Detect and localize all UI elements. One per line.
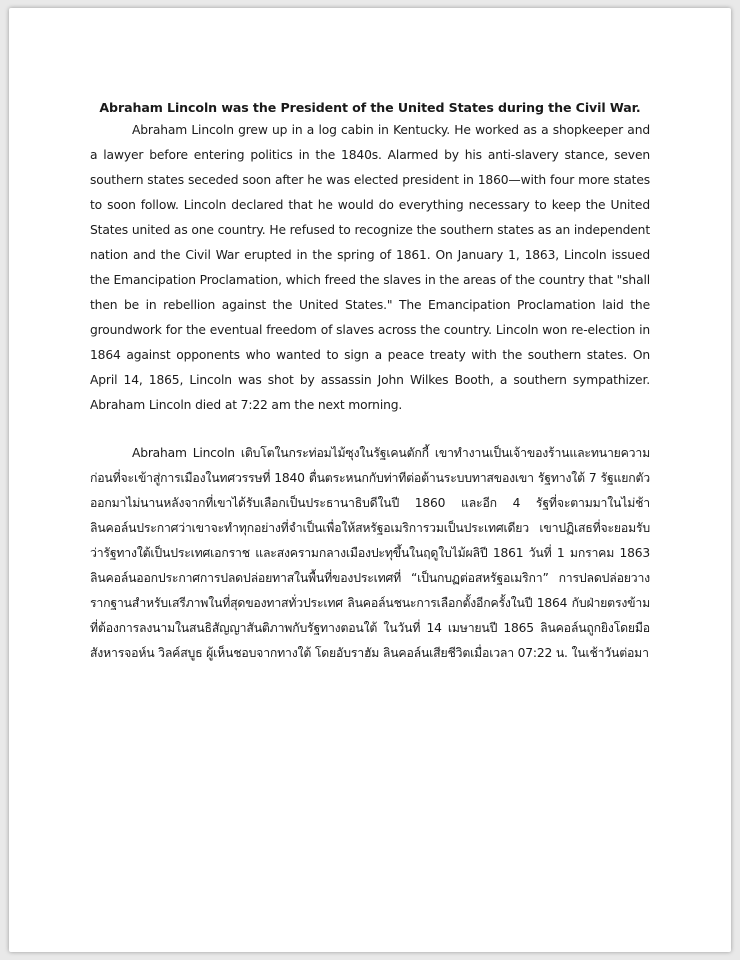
document-page — [9, 8, 731, 952]
document-content — [90, 92, 650, 666]
document-title: Abraham Lincoln was the President of the United States during the Civil War. — [99, 100, 641, 115]
paragraph-thai: Abraham Lincoln เติบโตในกระท่อมไม้ซุงในรัฐเคนตักกี้ เขาทำงานเป็นเจ้าของร้านและทนายความก่อนที่จะเข้าสู่การเมืองในทศวรรษที่ 1840 ตื่นตระหนกกับท่าทีต่อต้านระบบทาสของเขา รัฐทางใต้ 7 รัฐแยกตัวออกมาไม่นานหลังจากที่เขาได้รับเลือกเป็นประธานาธิบดีในปี 1860 และอีก 4 รัฐที่จะตามมาในไม่ช้า ลินคอล์นประกาศว่าเขาจะทำทุกอย่างที่จำเป็นเพื่อให้สหรัฐอเมริการวมเป็นประเทศเดียว เขาปฏิเสธที่จะยอมรับว่ารัฐทางใต้เป็นประเทศเอกราช และสงครามกลางเมืองปะทุขึ้นในฤดูใบไม้ผลิปี 1861 วันที่ 1 มกราคม 1863 ลินคอล์นออกประกาศการปลดปล่อยทาสในพื้นที่ของประเทศที่ “เป็นกบฏต่อสหรัฐอเมริกา” การปลดปล่อยวางรากฐานสำหรับเสรีภาพในที่สุดของทาสทั่วประเทศ ลินคอล์นชนะการเลือกตั้งอีกครั้งในปี 1864 กับฝ่ายตรงข้ามที่ต้องการลงนามในสนธิสัญญาสันติภาพกับรัฐทางตอนใต้ ในวันที่ 14 เมษายนปี 1865 ลินคอล์นถูกยิงโดยมือสังหารจอห์น วิลค์สบูธ ผู้เห็นชอบจากทางใต้ โดยอับราฮัม ลินคอล์นเสียชีวิตเมื่อเวลา 07:22 น. ในเช้าวันต่อมา — [90, 446, 650, 660]
paragraph-english: Abraham Lincoln grew up in a log cabin in Kentucky. He worked as a shopkeeper and a lawyer before entering politics in the 1840s. Alarmed by his anti-slavery stance, seven southern states seceded soon after he was elected president in 1860—with four more states to soon follow. Lincoln declared that he would do everything necessary to keep the United States united as one country. He refused to recognize the southern states as an independent nation and the Civil War erupted in the spring of 1861. On January 1, 1863, Lincoln issued the Emancipation Proclamation, which freed the slaves in the areas of the country that "shall then be in rebellion against the United States." The Emancipation Proclamation laid the groundwork for the eventual freedom of slaves across the country. Lincoln won re-election in 1864 against opponents who wanted to sign a peace treaty with the southern states. On April 14, 1865, Lincoln was shot by assassin John Wilkes Booth, a southern sympathizer. Abraham Lincoln died at 7:22 am the next morning. — [90, 123, 650, 412]
